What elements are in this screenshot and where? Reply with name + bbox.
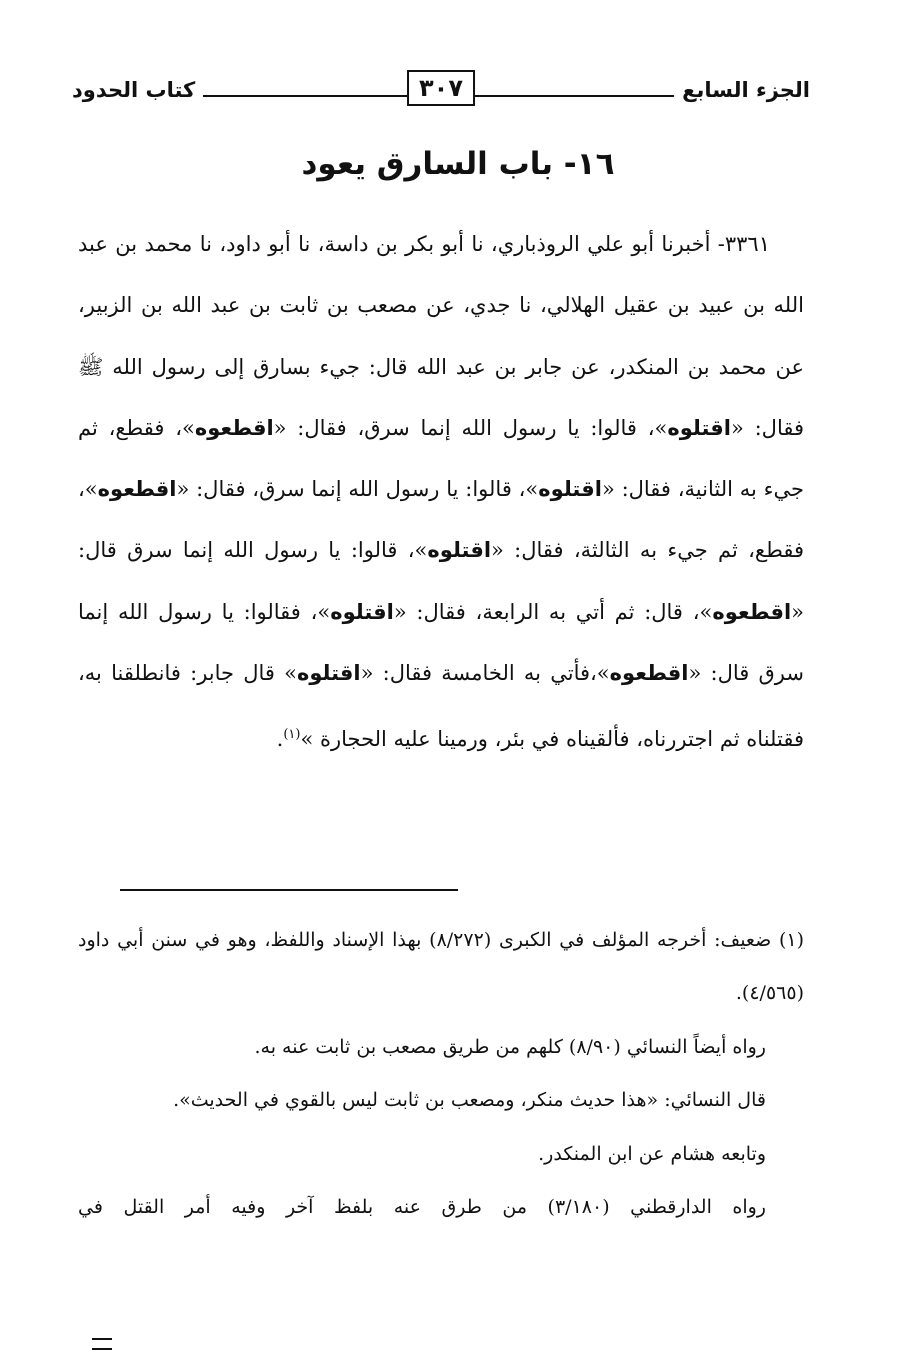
footnote-line: رواه أيضاً النسائي (٨/٩٠) كلهم من طريق مصعب بن ثابت عنه به. <box>254 1035 766 1058</box>
running-header <box>72 70 810 116</box>
bold-word: اقطعوه <box>97 477 177 502</box>
continuation-mark <box>92 1338 112 1350</box>
bold-word: اقتلوه <box>296 661 361 686</box>
bold-word: اقتلوه <box>427 538 492 563</box>
footnote-line: وتابعه هشام عن ابن المنكدر. <box>538 1142 766 1165</box>
text-run: ٣٣٦١- أخبرنا أبو علي الروذباري، نا أبو بكر بن داسة، نا أبو داود، نا محمد بن عبد الله بن عبيد بن عقيل الهلالي، نا جدي، عن مصعب بن ثابت بن عبد الله بن الزبير، عن محمد بن المنكدر، عن جابر بن عبد الله قال: جيء بسارق إلى رسول الله ﷺ فقال: « <box>78 232 804 440</box>
chapter-title: ١٦- باب السارق يعود <box>301 146 615 182</box>
text-run: » قال جابر: فانطلقنا به، فقتلناه ثم اجتررناه، فألقيناه في بئر، ورمينا عليه الحجارة » <box>78 661 804 752</box>
text-run: »، فقالوا: يا رسول الله إنما سرق قال: « <box>78 599 804 686</box>
text-run: »، فقطع، ثم جيء به الثالثة، فقال: « <box>78 477 804 563</box>
book-label: كتاب الحدود <box>72 78 203 102</box>
bold-word: اقتلوه <box>538 477 602 502</box>
text-run: »، فقطع، ثم جيء به الثانية، فقال: « <box>78 415 804 502</box>
text-run: »، قالوا: يا رسول الله إنما سرق قال: « <box>78 538 805 624</box>
bold-word: اقتلوه <box>330 599 394 624</box>
text-run: »، قال: ثم أتي به الرابعة، فقال: « <box>393 599 713 624</box>
bold-word: اقتلوه <box>667 415 731 440</box>
text-run: »،فأتي به الخامسة فقال: « <box>360 661 610 686</box>
volume-label: الجزء السابع <box>674 78 810 102</box>
footnote-divider <box>120 889 458 891</box>
bold-word: اقطعوه <box>194 415 274 440</box>
text-run: . <box>276 727 284 752</box>
text-run: »، قالوا: يا رسول الله إنما سرق، فقال: « <box>273 415 668 440</box>
footnote-line: قال النسائي: «هذا حديث منكر، ومصعب بن ثابت ليس بالقوي في الحديث». <box>173 1089 766 1112</box>
text-run: »، قالوا: يا رسول الله إنما سرق، فقال: « <box>176 477 539 502</box>
footnote-ref: (١) <box>283 727 301 743</box>
hadith-paragraph <box>78 214 804 771</box>
page-number: ٣٠٧ <box>407 70 475 106</box>
footnotes <box>78 914 804 1234</box>
footnote-1: (١) ضعيف: أخرجه المؤلف في الكبرى (٨/٢٧٢) بهذا الإسناد واللفظ، وهو في سنن أبي داود (٤/٥٦٥). <box>78 929 804 1005</box>
bold-word: اقطعوه <box>609 661 689 686</box>
footnote-line: رواه الدارقطني (٣/١٨٠) من طرق عنه بلفظ آخر وفيه أمر القتل في <box>78 1196 766 1219</box>
hadith-text <box>78 214 804 771</box>
bold-word: اقطعوه <box>712 599 792 624</box>
